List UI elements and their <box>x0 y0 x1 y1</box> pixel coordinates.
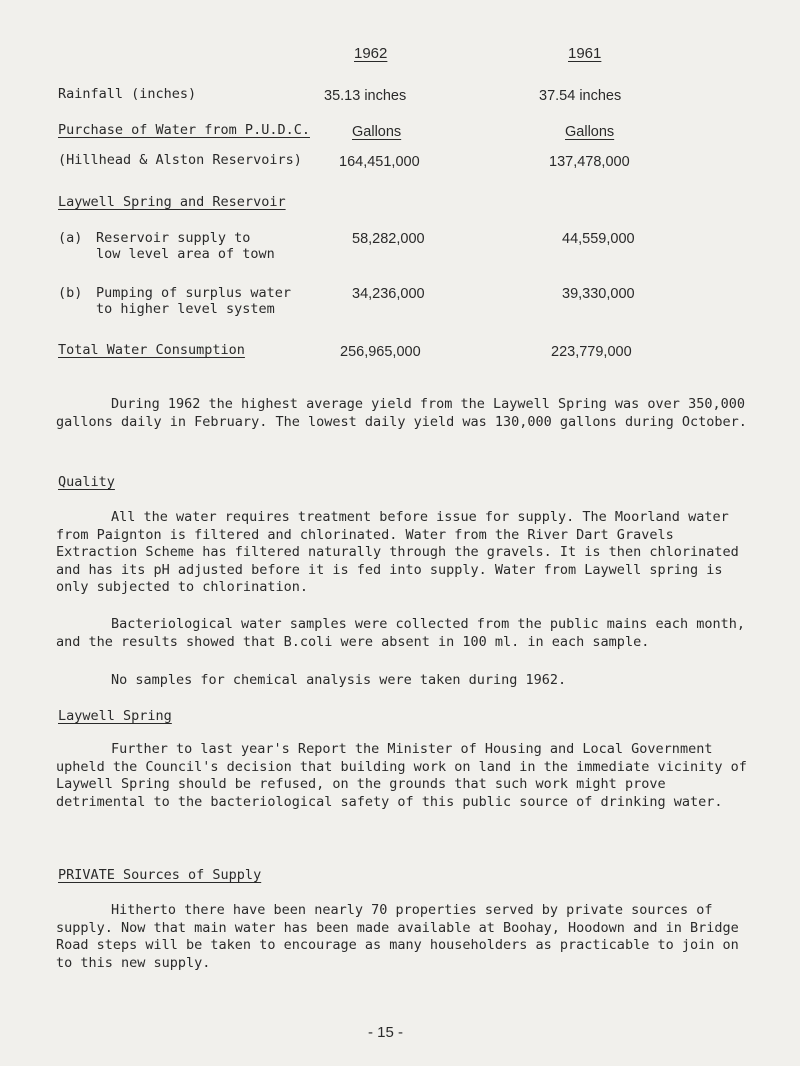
page-number: - 15 - <box>368 1024 404 1041</box>
laywell-spring-paragraph <box>56 741 756 811</box>
rainfall-1962: 35.13 inches <box>324 88 407 104</box>
rainfall-label: Rainfall (inches) <box>58 86 197 102</box>
purchase-1961: 137,478,000 <box>549 154 630 170</box>
row-a-line2: low level area of town <box>96 246 275 262</box>
row-b-marker: (b) <box>58 285 83 301</box>
purchase-1962: 164,451,000 <box>339 154 420 170</box>
purchase-unit-1962: Gallons <box>352 124 402 140</box>
total-1961: 223,779,000 <box>551 344 632 360</box>
laywell-section-heading: Laywell Spring and Reservoir <box>58 194 286 210</box>
purchase-unit-1961: Gallons <box>565 124 615 140</box>
private-text: Hitherto there have been nearly 70 properties served by private sources of supply. Now that main water has been made available at Boohay, Hoodown and in Bridge Road steps will be taken to encourage as many householders as practicable to join on to this new supply. <box>56 902 739 971</box>
row-b-line1: Pumping of surplus water <box>96 285 292 301</box>
private-heading: PRIVATE Sources of Supply <box>58 867 262 883</box>
row-a-line1: Reservoir supply to <box>96 230 251 246</box>
yield-text: During 1962 the highest average yield from the Laywell Spring was over 350,000 gallons daily in February. The lowest daily yield was 130,000 gallons during October. <box>56 396 747 430</box>
yield-paragraph <box>56 396 756 431</box>
row-a-marker: (a) <box>58 230 83 246</box>
row-b-1962: 34,236,000 <box>352 286 425 302</box>
quality-text-2: Bacteriological water samples were collected from the public mains each month, and the results showed that B.coli were absent in 100 ml. in each sample. <box>56 616 745 650</box>
quality-paragraph-2 <box>56 616 756 651</box>
column-header-1961: 1961 <box>568 45 602 62</box>
total-1962: 256,965,000 <box>340 344 421 360</box>
purchase-label: Purchase of Water from P.U.D.C. <box>58 122 310 138</box>
rainfall-1961: 37.54 inches <box>539 88 622 104</box>
quality-paragraph-1 <box>56 509 756 597</box>
laywell-spring-text: Further to last year's Report the Minister of Housing and Local Government upheld the Council's decision that building work on land in the immediate vicinity of Laywell Spring should be refused, on the grounds that such work might prove detrimental to the bacteriological safety of this public source of drinking water. <box>56 741 747 810</box>
total-label: Total Water Consumption <box>58 342 245 358</box>
row-b-1961: 39,330,000 <box>562 286 635 302</box>
row-a-1961: 44,559,000 <box>562 231 635 247</box>
row-a-1962: 58,282,000 <box>352 231 425 247</box>
column-header-1962: 1962 <box>354 45 388 62</box>
quality-heading: Quality <box>58 474 115 490</box>
quality-paragraph-3 <box>56 672 756 690</box>
quality-text-1: All the water requires treatment before issue for supply. The Moorland water from Paignton is filtered and chlorinated. Water from the River Dart Gravels Extraction Scheme has filtered naturally through the gravels. It is then chlorinated and has its pH adjusted before it is fed into supply. Water from Laywell spring is only subjected to chlorination. <box>56 509 739 595</box>
row-b-line2: to higher level system <box>96 301 275 317</box>
purchase-sub-label: (Hillhead & Alston Reservoirs) <box>58 152 302 168</box>
quality-text-3: No samples for chemical analysis were taken during 1962. <box>111 672 567 688</box>
private-paragraph <box>56 902 756 972</box>
laywell-spring-heading: Laywell Spring <box>58 708 172 724</box>
